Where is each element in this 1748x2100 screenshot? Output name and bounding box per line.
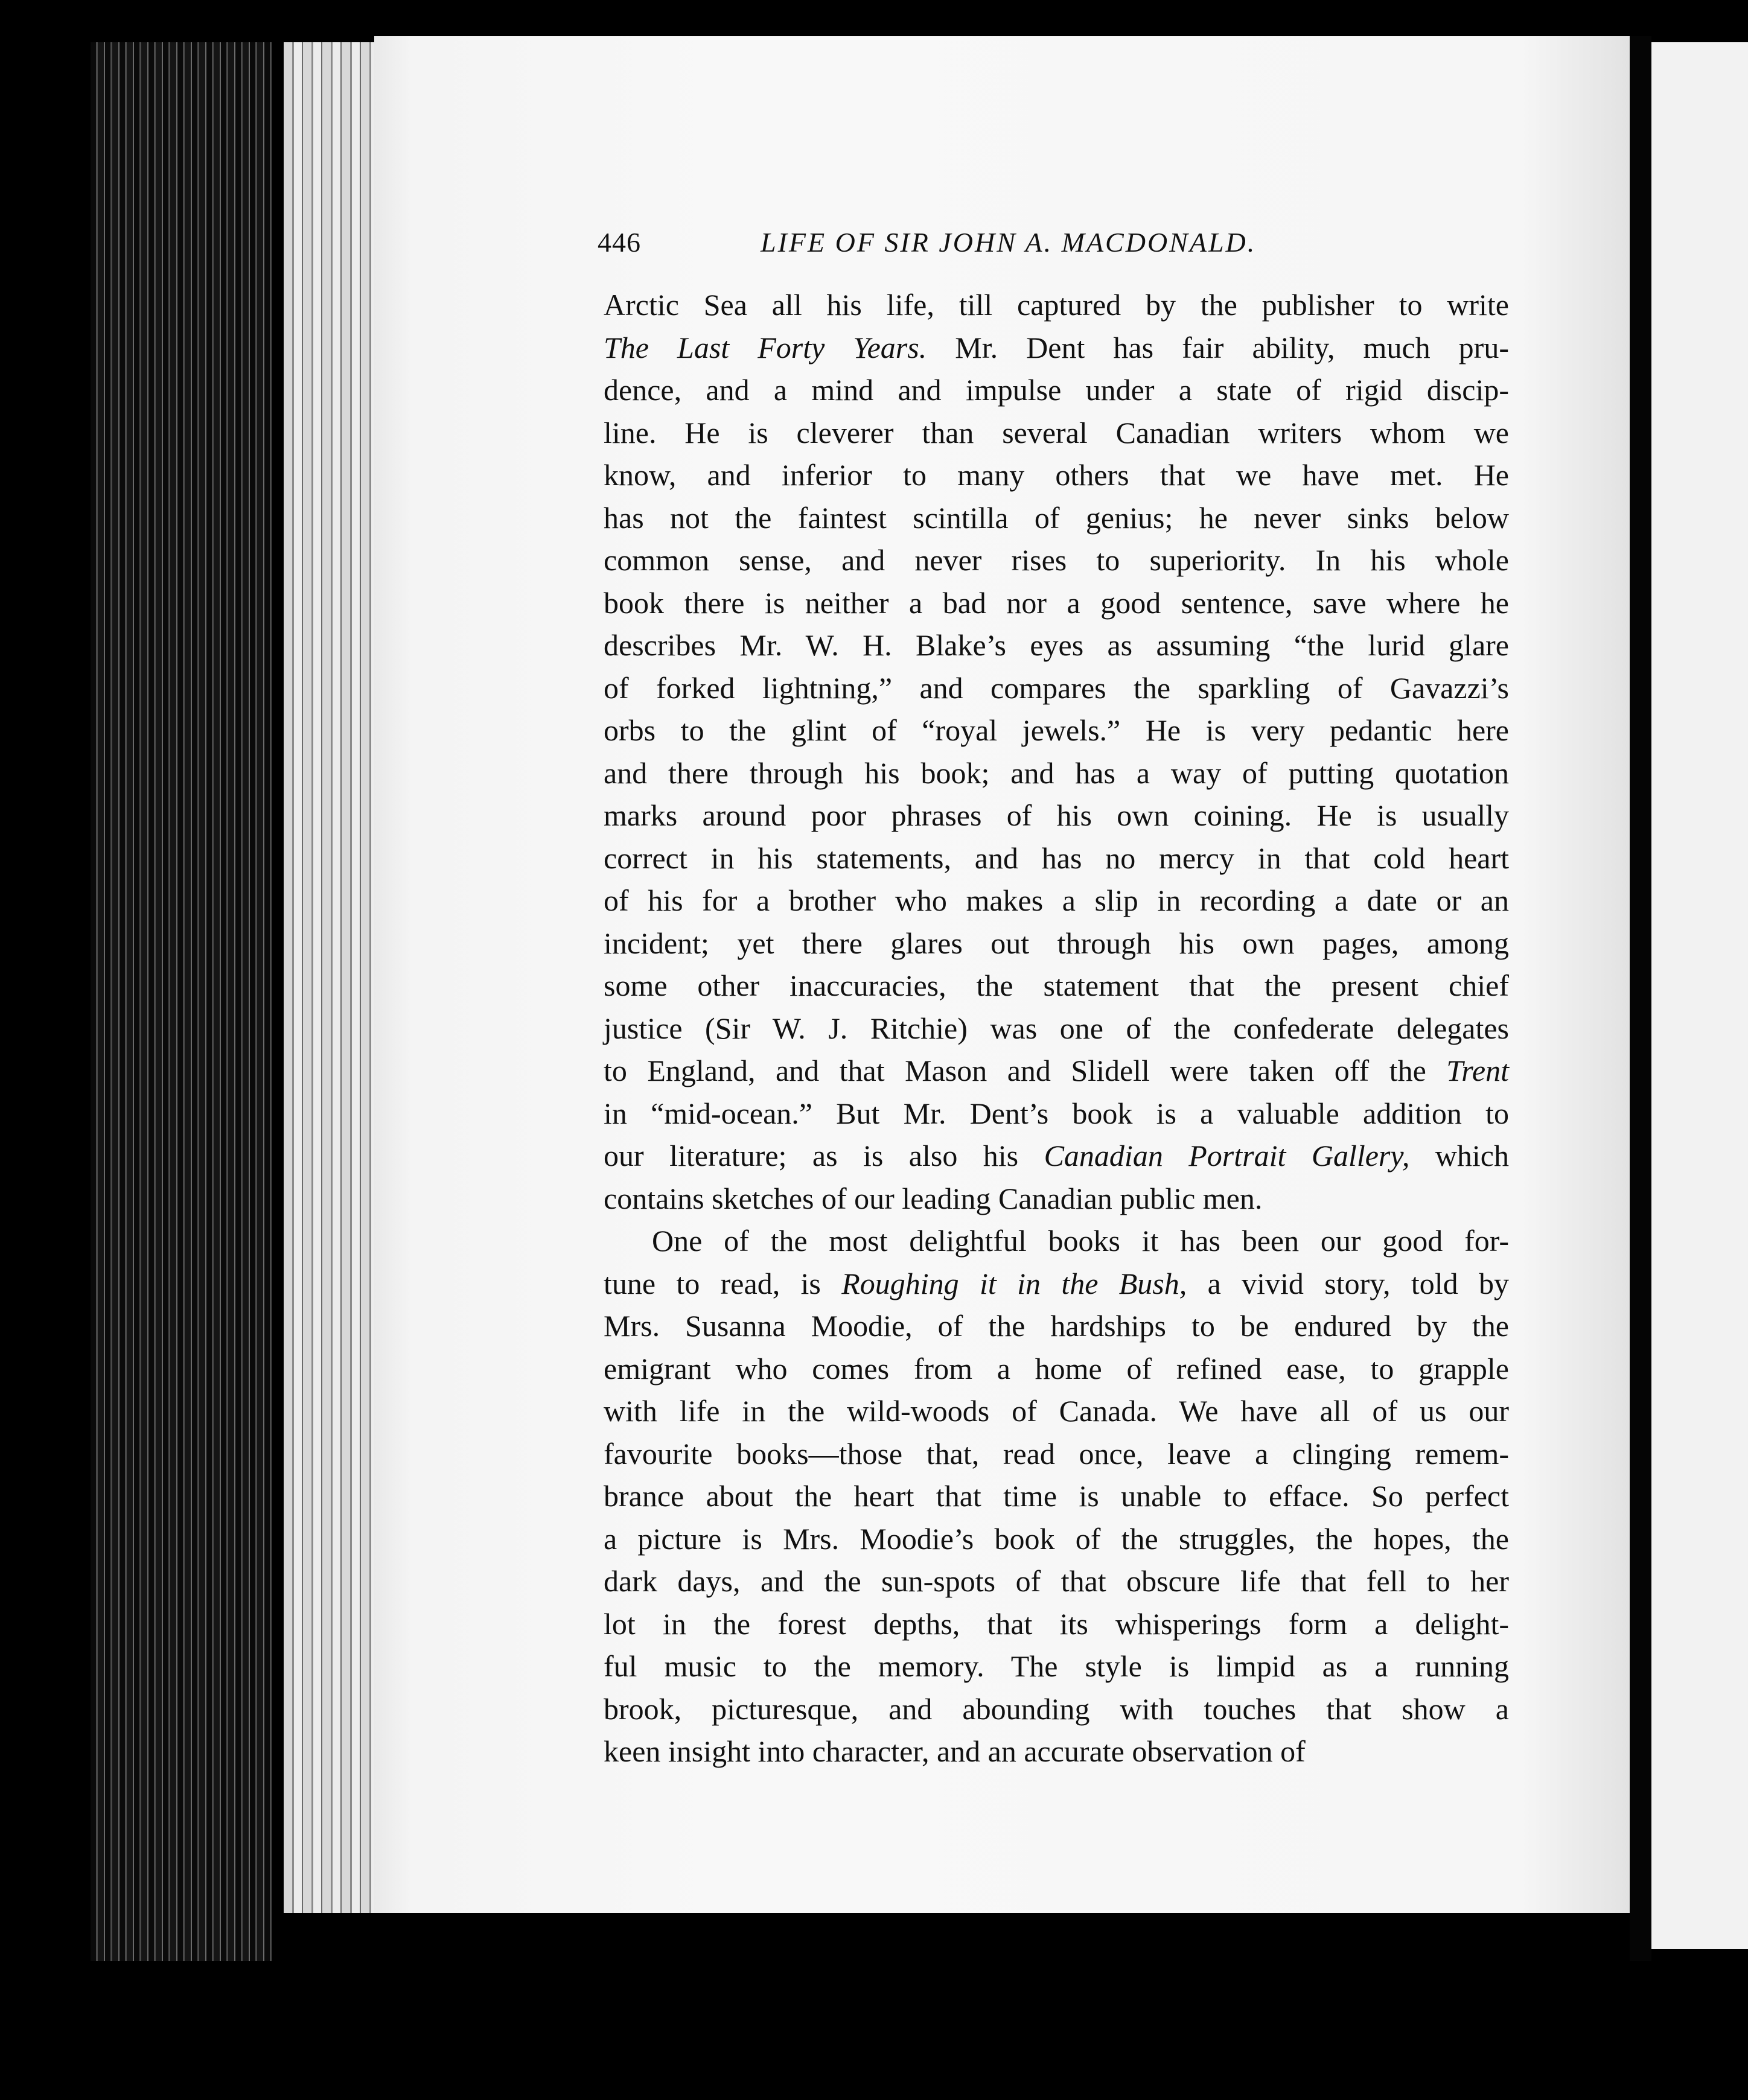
body-text: [604, 284, 1509, 1773]
text-line: dark days, and the sun-spots of that obscure life that fell to her: [604, 1564, 1509, 1598]
text-line: ful music to the memory. The style is limpid as a running: [604, 1649, 1509, 1683]
text-line: lot in the forest depths, that its whisperings form a delight-: [604, 1606, 1509, 1641]
text-line: One of the most delightful books it has been our good for-: [652, 1224, 1509, 1258]
text-line: justice (Sir W. J. Ritchie) was one of the confederate delegates: [604, 1011, 1509, 1045]
text-line: Mrs. Susanna Moodie, of the hardships to be endured by the: [604, 1309, 1509, 1343]
text-line: incident; yet there glares out through his own pages, among: [604, 926, 1509, 960]
text-line: has not the faintest scintilla of genius; he never sinks below: [604, 500, 1509, 535]
text-line: favourite books—those that, read once, leave a clinging remem-: [604, 1436, 1509, 1471]
page-header: [598, 226, 1352, 269]
text-line: with life in the wild-woods of Canada. We have all of us our: [604, 1394, 1509, 1428]
text-line: of forked lightning,” and compares the sparkling of Gavazzi’s: [604, 670, 1509, 705]
text-line: know, and inferior to many others that we have met. He: [604, 458, 1509, 492]
text-line: tune to read, is Roughing it in the Bush, a vivid story, told by: [604, 1266, 1509, 1300]
paragraph: [604, 1220, 1509, 1773]
text-line: emigrant who comes from a home of refined ease, to grapple: [604, 1351, 1509, 1386]
text-line: brance about the heart that time is unable to efface. So perfect: [604, 1479, 1509, 1513]
text-line: and there through his book; and has a way of putting quotation: [604, 756, 1509, 790]
page-number: 446: [598, 227, 641, 258]
text-line: book there is neither a bad nor a good sentence, save where he: [604, 585, 1509, 620]
text-line: Arctic Sea all his life, till captured by the publisher to write: [604, 288, 1509, 322]
text-line: The Last Forty Years. Mr. Dent has fair ability, much pru-: [604, 330, 1509, 364]
text-line: dence, and a mind and impulse under a state of rigid discip-: [604, 373, 1509, 407]
text-line: orbs to the glint of “royal jewels.” He is very pedantic here: [604, 713, 1509, 747]
text-line: brook, picturesque, and abounding with touches that show a: [604, 1691, 1509, 1726]
text-line: correct in his statements, and has no mercy in that cold heart: [604, 841, 1509, 875]
text-line: contains sketches of our leading Canadian public men.: [604, 1181, 1263, 1215]
text-line: in “mid-ocean.” But Mr. Dent’s book is a valuable addition to: [604, 1096, 1509, 1130]
text-line: to England, and that Mason and Slidell were taken off the Trent: [604, 1054, 1509, 1087]
text-line: of his for a brother who makes a slip in recording a date or an: [604, 883, 1509, 917]
text-line: a picture is Mrs. Moodie’s book of the struggles, the hopes, the: [604, 1521, 1509, 1556]
running-head: LIFE OF SIR JOHN A. MACDONALD.: [761, 227, 1257, 258]
text-line: common sense, and never rises to superiority. In his whole: [604, 543, 1509, 577]
text-line: describes Mr. W. H. Blake’s eyes as assuming “the lurid glare: [604, 628, 1509, 662]
text-line: some other inaccuracies, the statement that the present chief: [604, 969, 1509, 1002]
page-edges-light: [284, 42, 374, 1913]
text-line: keen insight into character, and an accurate observation of: [604, 1734, 1306, 1768]
facing-page-edge: [1651, 42, 1748, 1949]
book-gutter: [1630, 36, 1651, 1961]
text-line: our literature; as is also his Canadian Portrait Gallery, which: [604, 1139, 1509, 1172]
text-line: marks around poor phrases of his own coining. He is usually: [604, 798, 1509, 832]
paragraph: [604, 284, 1509, 1220]
text-line: line. He is cleverer than several Canadian writers whom we: [604, 415, 1509, 450]
page-edges-dark: [91, 42, 272, 1961]
